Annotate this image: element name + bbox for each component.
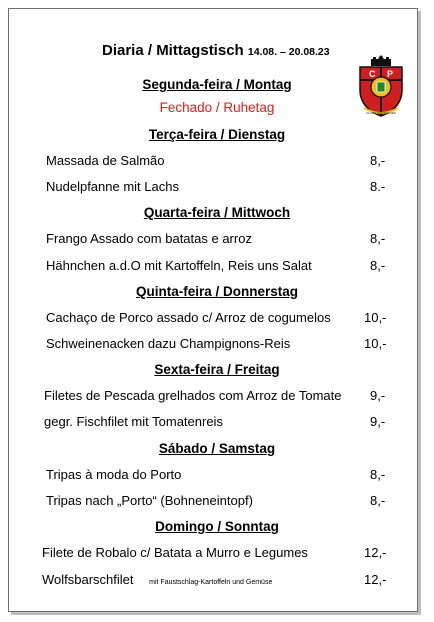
menu-item-row bbox=[42, 572, 272, 587]
menu-item-name: Schweinenacken dazu Champignons-Reis bbox=[46, 336, 291, 351]
logo-letter-c: C bbox=[369, 69, 376, 79]
menu-item-price: 8,- bbox=[370, 493, 386, 508]
day-heading-thursday: Quinta-feira / Donnerstag bbox=[135, 284, 299, 299]
logo-ring-text: CLUBE PORTUGUES bbox=[366, 111, 396, 115]
menu-item-name: Cachaço de Porco assado c/ Arroz de cogumelos bbox=[46, 310, 331, 325]
menu-item-price: 8,- bbox=[370, 153, 386, 168]
menu-item-price: 8.- bbox=[370, 179, 386, 194]
day-heading-friday: Sexta-feira / Freitag bbox=[154, 362, 280, 377]
menu-item-name: Tripas à moda do Porto bbox=[46, 467, 182, 482]
menu-item-name: Tripas nach „Porto“ (Bohneneintopf) bbox=[46, 493, 253, 508]
day-heading-monday: Segunda-feira / Montag bbox=[142, 77, 292, 92]
menu-item-name: Filetes de Pescada grelhados com Arroz de Tomate bbox=[44, 388, 342, 403]
menu-item-price: 10,- bbox=[364, 310, 387, 325]
menu-title bbox=[102, 42, 330, 59]
menu-item-price: 8,- bbox=[370, 231, 386, 246]
menu-item-price: 8,- bbox=[370, 467, 386, 482]
menu-title-dates: 14.08. – 20.08.23 bbox=[247, 46, 330, 58]
menu-item-name: Wolfsbarschfilet bbox=[42, 572, 134, 587]
menu-item-name: Nudelpfanne mit Lachs bbox=[46, 179, 179, 194]
day-heading-tuesday: Terça-feira / Dienstag bbox=[148, 127, 286, 142]
menu-item-price: 12,- bbox=[364, 572, 387, 587]
menu-item-price: 12,- bbox=[364, 545, 387, 560]
menu-item-name: Massada de Salmão bbox=[46, 153, 165, 168]
menu-item-name: Hähnchen a.d.O mit Kartoffeln, Reis uns Salat bbox=[46, 258, 312, 273]
menu-item-note: mit Faustschlag-Kartoffeln und Gemüse bbox=[149, 579, 273, 586]
menu-item-name: Filete de Robalo c/ Batata a Murro e Legumes bbox=[42, 545, 308, 560]
menu-item-name: gegr. Fischfilet mit Tomatenreis bbox=[44, 414, 223, 429]
menu-item-price: 9,- bbox=[370, 388, 386, 403]
logo-letter-p: P bbox=[387, 69, 394, 79]
day-heading-sunday: Domingo / Sonntag bbox=[155, 519, 279, 534]
menu-item-name: Frango Assado com batatas e arroz bbox=[46, 231, 252, 246]
menu-item-price: 8,- bbox=[370, 258, 386, 273]
menu-title-main: Diaria / Mittagstisch bbox=[102, 42, 244, 59]
day-heading-saturday: Sábado / Samstag bbox=[158, 441, 276, 456]
menu-item-price: 10,- bbox=[364, 336, 387, 351]
menu-item-price: 9,- bbox=[370, 414, 386, 429]
closed-notice: Fechado / Ruhetag bbox=[159, 100, 275, 115]
day-heading-wednesday: Quarta-feira / Mittwoch bbox=[143, 205, 291, 220]
